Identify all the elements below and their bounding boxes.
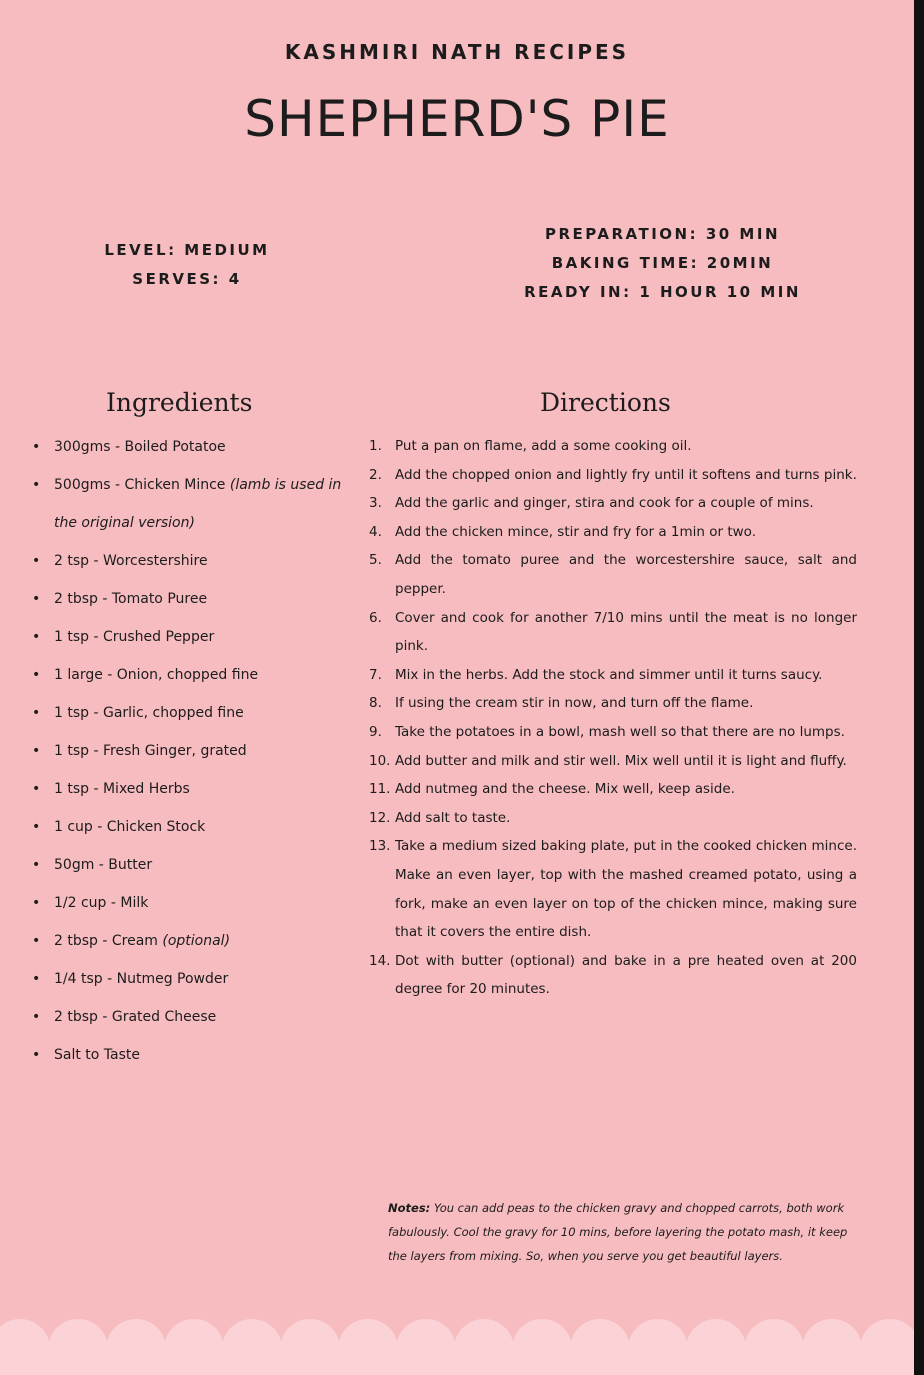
brand-title: KASHMIRI NATH RECIPES [284, 40, 630, 64]
step-number: 2. [369, 466, 382, 483]
ingredient-text: 2 tbsp - Cream [54, 933, 163, 949]
direction-step [365, 804, 857, 833]
ingredient-text: 1 tsp - Crushed Pepper [54, 629, 215, 645]
step-number: 7. [369, 666, 382, 683]
scallop-border [0, 1315, 914, 1375]
ingredient-text: 1 tsp - Garlic, chopped fine [54, 705, 244, 721]
ingredient-text: 50gm - Butter [54, 857, 153, 873]
direction-step [365, 461, 857, 490]
ingredient-text: 500gms - Chicken Mince [54, 477, 230, 493]
ingredient-text: 1 cup - Chicken Stock [54, 819, 206, 835]
ingredient-text: 1 tsp - Mixed Herbs [54, 781, 190, 797]
ingredients-list [30, 428, 350, 1074]
ingredient-item [30, 846, 350, 884]
direction-step [365, 518, 857, 547]
ingredient-item [30, 960, 350, 998]
step-text: Take a medium sized baking plate, put in the cooked chicken mince. Make an even layer, top with the mashed creamed potato, using a fork, make an even layer on top of the chicken mince, making sure that it covers the entire dish. [395, 838, 857, 941]
meta-right [505, 220, 820, 307]
step-number: 3. [369, 495, 382, 512]
scallop-bump [686, 1319, 746, 1375]
step-number: 8. [369, 695, 382, 712]
step-text: Add the tomato puree and the worcestershire sauce, salt and pepper. [395, 552, 857, 597]
ingredient-item [30, 466, 350, 542]
step-text: Put a pan on flame, add a some cooking oil. [395, 438, 692, 454]
scallop-bump [0, 1319, 50, 1375]
ingredient-item [30, 922, 350, 960]
ingredient-text: 2 tbsp - Grated Cheese [54, 1009, 217, 1025]
ready-in-label: READY IN: 1 HOUR 10 MIN [524, 283, 801, 301]
ingredient-item [30, 732, 350, 770]
scallop-shapes [0, 1319, 914, 1375]
scallop-bump [570, 1319, 630, 1375]
ingredient-text: 300gms - Boiled Potatoe [54, 439, 226, 455]
step-text: Add salt to taste. [395, 809, 511, 826]
direction-step [365, 489, 857, 518]
directions-list [365, 432, 857, 1004]
step-number: 4. [369, 523, 382, 540]
step-text: Cover and cook for another 7/10 mins until the meat is no longer pink. [395, 609, 857, 655]
direction-step [365, 718, 857, 747]
ingredient-item [30, 884, 350, 922]
ingredient-text: 1/2 cup - Milk [54, 895, 149, 911]
scallop-bump [48, 1319, 108, 1375]
notes-paragraph [388, 1196, 868, 1268]
step-text: Add butter and milk and stir well. Mix well until it is light and fluffy. [395, 752, 847, 769]
scallop-bump [454, 1319, 514, 1375]
ingredients-heading: Ingredients [106, 388, 253, 417]
ingredient-item [30, 770, 350, 808]
notes-text: You can add peas to the chicken gravy and chopped carrots, both work fabulously. Cool the gravy for 10 mins, before layering the potato mash, it keep the layers from mixing. So, when you serve you get beautiful layers. [388, 1201, 848, 1263]
direction-step [365, 689, 857, 718]
direction-step [365, 661, 857, 690]
step-number: 6. [369, 609, 382, 626]
step-number: 10. [369, 752, 391, 769]
ingredient-item [30, 428, 350, 466]
step-text: Take the potatoes in a bowl, mash well so that there are no lumps. [395, 723, 845, 740]
scallop-bump [338, 1319, 398, 1375]
scallop-bump [628, 1319, 688, 1375]
step-number: 11. [369, 781, 391, 798]
ingredient-item [30, 656, 350, 694]
direction-step [365, 546, 857, 603]
baking-time-label: BAKING TIME: 20MIN [551, 254, 774, 272]
scallop-bump [280, 1319, 340, 1375]
step-number: 14. [369, 952, 391, 969]
serves-label: SERVES: 4 [132, 270, 242, 288]
ingredient-note: (lamb is used in the original version) [54, 477, 342, 531]
scallop-bump [744, 1319, 804, 1375]
step-number: 1. [369, 438, 382, 454]
ingredient-item [30, 808, 350, 846]
ingredient-text: 1 tsp - Fresh Ginger, grated [54, 743, 247, 759]
ingredient-text: 1/4 tsp - Nutmeg Powder [54, 971, 229, 987]
ingredient-item [30, 998, 350, 1036]
scallop-bump [222, 1319, 282, 1375]
direction-step [365, 775, 857, 804]
step-text: If using the cream stir in now, and turn off the flame. [395, 695, 754, 712]
step-number: 13. [369, 838, 391, 855]
direction-step [365, 832, 857, 946]
directions-heading: Directions [540, 388, 671, 417]
direction-step [365, 432, 857, 461]
ingredient-note: (optional) [162, 933, 231, 949]
ingredient-item [30, 542, 350, 580]
image-edge [914, 0, 924, 1375]
ingredient-text: 2 tbsp - Tomato Puree [54, 591, 208, 607]
step-text: Add nutmeg and the cheese. Mix well, keep aside. [395, 781, 735, 798]
ingredient-item [30, 1036, 350, 1074]
scallop-bump [106, 1319, 166, 1375]
ingredient-text: 2 tsp - Worcestershire [54, 553, 208, 569]
preparation-label: PREPARATION: 30 MIN [544, 225, 780, 243]
step-number: 5. [369, 552, 382, 569]
direction-step [365, 604, 857, 661]
ingredient-text: 1 large - Onion, chopped fine [54, 667, 259, 683]
ingredient-item [30, 694, 350, 732]
level-label: LEVEL: MEDIUM [104, 241, 270, 259]
step-number: 12. [369, 809, 391, 826]
scallop-bump [164, 1319, 224, 1375]
scallop-bump [860, 1319, 914, 1375]
scallop-bump [396, 1319, 456, 1375]
direction-step [365, 947, 857, 1004]
step-number: 9. [369, 723, 382, 740]
step-text: Add the chicken mince, stir and fry for a 1min or two. [395, 523, 756, 540]
scallop-bump [512, 1319, 572, 1375]
step-text: Add the garlic and ginger, stira and cook for a couple of mins. [395, 495, 814, 512]
ingredient-text: Salt to Taste [54, 1047, 141, 1063]
step-text: Add the chopped onion and lightly fry until it softens and turns pink. [395, 466, 857, 483]
ingredient-item [30, 618, 350, 656]
scallop-bump [802, 1319, 862, 1375]
direction-step [365, 747, 857, 776]
step-text: Dot with butter (optional) and bake in a pre heated oven at 200 degree for 20 minutes. [395, 952, 857, 998]
ingredient-item [30, 580, 350, 618]
step-text: Mix in the herbs. Add the stock and simmer until it turns saucy. [395, 666, 823, 683]
recipe-title: SHEPHERD'S PIE [244, 90, 670, 148]
notes-label: Notes: [388, 1201, 431, 1215]
meta-left [92, 236, 282, 294]
